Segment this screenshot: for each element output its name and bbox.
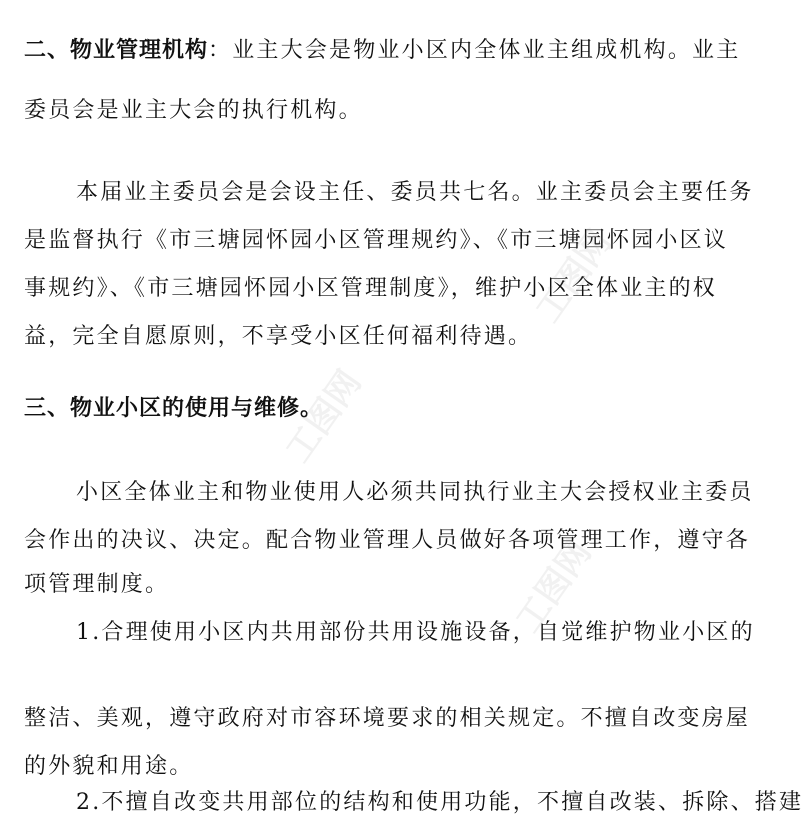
committee-line-3: 事规约》、《市三塘园怀园小区管理制度》，维护小区全体业主的权 [24,276,718,301]
committee-line-1: 本届业主委员会是会设主任、委员共七名。业主委员会主要任务 [76,180,754,205]
usage-line-2: 会作出的决议、决定。配合物业管理人员做好各项管理工作，遵守各 [24,528,751,553]
watermark-3: 工图网 [508,533,600,640]
committee-line-2: 是监督执行《市三塘园怀园小区管理规约》、《市三塘园怀园小区议 [24,228,729,253]
item1-line-3: 的外貌和用途。 [24,754,194,779]
section2-line2: 委员会是业主大会的执行机构。 [24,98,363,123]
watermark-2: 工图网 [278,363,370,470]
section3-heading: 三、物业小区的使用与维修。 [24,396,324,421]
usage-line-1: 小区全体业主和物业使用人必须共同执行业主大会授权业主委员 [76,480,754,505]
usage-line-3: 项管理制度。 [24,572,170,597]
section2-heading: 二、物业管理机构 [24,38,209,63]
section2-line1 [24,36,780,66]
item1-line-2: 整洁、美观，遵守政府对市容环境要求的相关规定。不擅自改变房屋 [24,706,751,731]
committee-line-4: 益，完全自愿原则，不享受小区任何福利待遇。 [24,324,533,349]
item1-line-1: 1.合理使用小区内共用部份共用设施设备，自觉维护物业小区的 [76,620,755,645]
item2-cut-text: 2.不擅自改变共用部位的结构和使用功能，不擅自改装、拆除、搭建 [76,790,803,815]
watermark-1: 工图网 [528,223,620,330]
item2-cut-line [76,788,803,815]
section2-text: ：业主大会是物业小区内全体业主组成机构。业主 [208,38,741,63]
